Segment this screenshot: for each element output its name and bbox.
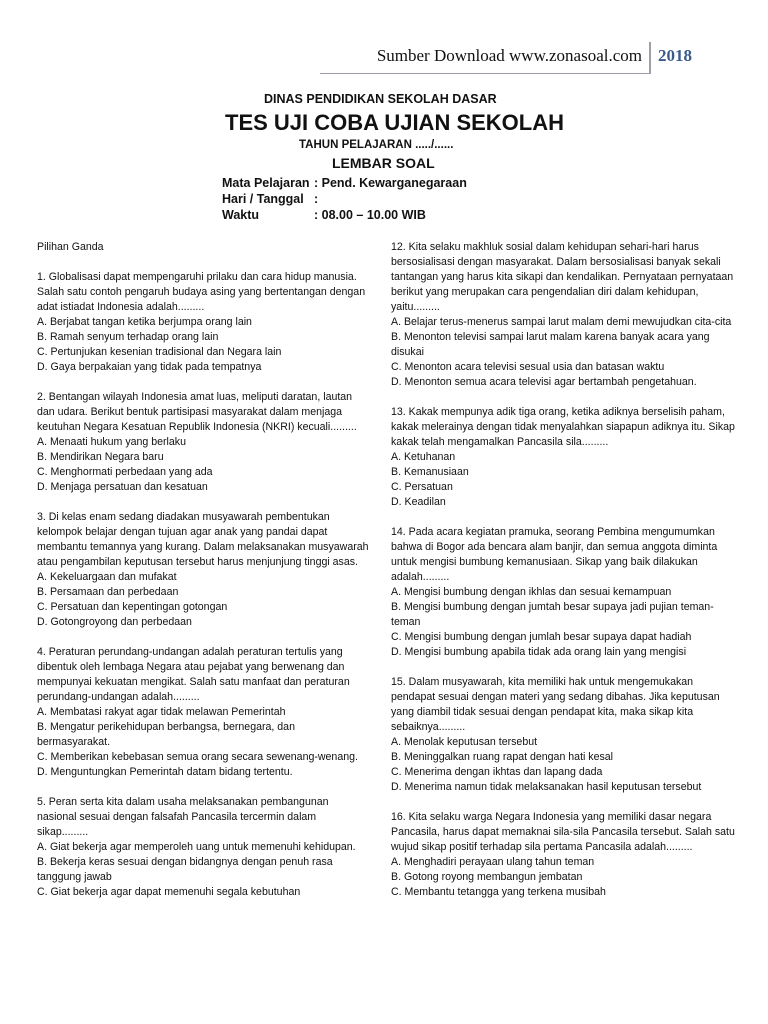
answer-option: C. Giat bekerja agar dapat memenuhi segala kebutuhan: [37, 886, 301, 898]
sheet-label: LEMBAR SOAL: [332, 155, 435, 171]
answer-option: D. Keadilan: [391, 496, 446, 508]
year-text: 2018: [658, 46, 692, 65]
answer-option: A. Kekeluargaan dan mufakat: [37, 571, 177, 583]
question-block: [37, 270, 369, 375]
meta-value: :: [314, 192, 319, 206]
answer-option: B. Ramah senyum terhadap orang lain: [37, 331, 219, 343]
question-text: 16. Kita selaku warga Negara Indonesia yang memiliki dasar negara Pancasila, harus dapat memaknai sila-sila Pancasila tersebut. Salah satu wujud sikap positif terhadap sila pertama Pancasila adalah.........: [391, 811, 735, 853]
answer-option: B. Mendirikan Negara baru: [37, 451, 164, 463]
answer-option: B. Kemanusiaan: [391, 466, 469, 478]
question-text: 13. Kakak mempunya adik tiga orang, ketika adiknya berselisih paham, kakak melerainya dengan tidak menyalahkan siapapun adiknya itu. Sikap kakak telah mengamalkan Pancasila sila.........: [391, 406, 735, 448]
answer-option: B. Menonton televisi sampai larut malam karena banyak acara yang disukai: [391, 331, 710, 358]
page-header: [0, 40, 768, 74]
answer-option: B. Meninggalkan ruang rapat dengan hati kesal: [391, 751, 614, 763]
answer-option: D. Gotongroyong dan perbedaan: [37, 616, 192, 628]
answer-option: A. Menolak keputusan tersebut: [391, 736, 538, 748]
answer-option: C. Memberikan kebebasan semua orang secara sewenang-wenang.: [37, 751, 358, 763]
question-block: [37, 510, 369, 630]
meta-label: Waktu: [222, 208, 260, 222]
meta-row-date: [222, 192, 318, 206]
question-block: [391, 240, 736, 390]
answer-option: A. Belajar terus-menerus sampai larut malam demi mewujudkan cita-cita: [391, 316, 732, 328]
answer-option: D. Menonton semua acara televisi agar bertambah pengetahuan.: [391, 376, 697, 388]
answer-option: D. Menjaga persatuan dan kesatuan: [37, 481, 208, 493]
answer-option: C. Persatuan: [391, 481, 453, 493]
meta-label: Mata Pelajaran: [222, 176, 310, 190]
exam-title: TES UJI COBA UJIAN SEKOLAH: [225, 110, 565, 135]
right-column: [391, 240, 736, 915]
question-block: [391, 810, 736, 900]
meta-row-time: [222, 208, 426, 222]
question-block: [391, 675, 736, 795]
answer-option: C. Persatuan dan kepentingan gotongan: [37, 601, 228, 613]
answer-option: C. Menghormati perbedaan yang ada: [37, 466, 213, 478]
answer-option: A. Berjabat tangan ketika berjumpa orang lain: [37, 316, 252, 328]
meta-row-subject: [222, 176, 467, 190]
question-text: 15. Dalam musyawarah, kita memiliki hak untuk mengemukakan pendapat sesuai dengan materi yang sedang dibahas. Jika keputusan yang diambil tidak sesuai dengan pendapat kita, maka sikap kita sebaiknya.........: [391, 676, 720, 733]
answer-option: A. Menghadiri perayaan ulang tahun teman: [391, 856, 595, 868]
answer-option: A. Ketuhanan: [391, 451, 456, 463]
question-text: 1. Globalisasi dapat mempengaruhi prilaku dan cara hidup manusia. Salah satu contoh pengaruh budaya asing yang bertentangan dengan adat istiadat Indonesia adalah.........: [37, 271, 366, 313]
header-divider: [649, 42, 651, 74]
question-block: [37, 795, 369, 900]
answer-option: D. Menerima namun tidak melaksanakan hasil keputusan tersebut: [391, 781, 702, 793]
answer-option: B. Mengatur perikehidupan berbangsa, bernegara, dan bermasyarakat.: [37, 721, 295, 748]
answer-option: A. Menaati hukum yang berlaku: [37, 436, 186, 448]
answer-option: B. Bekerja keras sesuai dengan bidangnya dengan penuh rasa tanggung jawab: [37, 856, 333, 883]
question-block: [391, 405, 736, 510]
answer-option: B. Persamaan dan perbedaan: [37, 586, 179, 598]
academic-year: TAHUN PELAJARAN ...../......: [299, 139, 454, 151]
answer-option: D. Gaya berpakaian yang tidak pada tempatnya: [37, 361, 262, 373]
question-text: 14. Pada acara kegiatan pramuka, seorang Pembina mengumumkan bahwa di Bogor ada bencara alam banjir, dan semua anggota diminta untuk mengisi bumbung kemanusiaan. Sikap yang baik dilakukan adalah.........: [391, 526, 718, 583]
answer-option: B. Mengisi bumbung dengan jumtah besar supaya jadi pujian teman-teman: [391, 601, 714, 628]
answer-option: C. Menonton acara televisi sesual usia dan batasan waktu: [391, 361, 665, 373]
answer-option: C. Pertunjukan kesenian tradisional dan Negara lain: [37, 346, 282, 358]
left-column: [37, 240, 369, 915]
source-text: Sumber Download www.zonasoal.com: [376, 46, 642, 65]
question-block: [391, 525, 736, 660]
institution-name: DINAS PENDIDIKAN SEKOLAH DASAR: [264, 92, 497, 106]
answer-option: C. Membantu tetangga yang terkena musibah: [391, 886, 606, 898]
meta-label: Hari / Tanggal: [222, 192, 304, 206]
header-underline: [320, 73, 649, 74]
question-text: 5. Peran serta kita dalam usaha melaksanakan pembangunan nasional sesuai dengan falsafah Pancasila tercermin dalam sikap.........: [37, 796, 329, 838]
answer-option: D. Menguntungkan Pemerintah datam bidang tertentu.: [37, 766, 293, 778]
question-text: 4. Peraturan perundang-undangan adalah peraturan tertulis yang dibentuk oleh lembaga Negara atau pejabat yang berwenang dan mempunyai kekuatan mengikat. Salah satu manfaat dan peraturan perundang-undangan adalah.........: [37, 646, 350, 703]
answer-option: B. Gotong royong membangun jembatan: [391, 871, 583, 883]
answer-option: D. Mengisi bumbung apabila tidak ada orang lain yang mengisi: [391, 646, 687, 658]
answer-option: A. Mengisi bumbung dengan ikhlas dan sesuai kemampuan: [391, 586, 672, 598]
answer-option: C. Mengisi bumbung dengan jumlah besar supaya dapat hadiah: [391, 631, 692, 643]
answer-option: C. Menerima dengan ikhtas dan lapang dada: [391, 766, 603, 778]
meta-value: : 08.00 – 10.00 WIB: [314, 208, 426, 222]
question-block: [37, 390, 369, 495]
answer-option: A. Membatasi rakyat agar tidak melawan Pemerintah: [37, 706, 286, 718]
answer-option: A. Giat bekerja agar memperoleh uang untuk memenuhi kehidupan.: [37, 841, 356, 853]
question-text: 12. Kita selaku makhluk sosial dalam kehidupan sehari-hari harus bersosialisasi dengan masyarakat. Dalam bersosialisasi banyak sekali tantangan yang harus kita sikapi dan kendalikan. Pernyataan pernyataan berikut yang merupakan cara pengendalian diri dalam kehidupan, yaitu.........: [391, 241, 734, 313]
section-title: Pilihan Ganda: [37, 241, 104, 253]
meta-value: : Pend. Kewarganegaraan: [314, 176, 467, 190]
question-text: 2. Bentangan wilayah Indonesia amat luas, meliputi daratan, lautan dan udara. Berikut bentuk partisipasi masyarakat dalam menjaga keutuhan Negara Kesatuan Republik Indonesia (NKRI) kecuali.........: [37, 391, 357, 433]
question-text: 3. Di kelas enam sedang diadakan musyawarah pembentukan kelompok belajar dengan tujuan agar anak yang pandai dapat membantu temannya yang kurang. Dalam melaksanakan musyawarah atau pengambilan keputusan tersebut harus menjunjung tinggi asas.: [37, 511, 369, 568]
question-block: [37, 645, 369, 780]
